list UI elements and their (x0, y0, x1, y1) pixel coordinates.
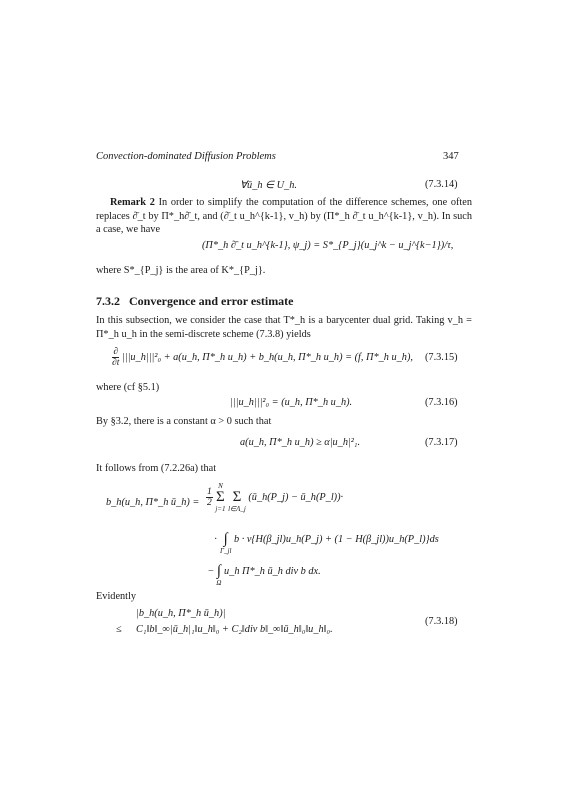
evidently-text: Evidently (96, 591, 137, 602)
sum-over-l: Σ l∈Λ_j (228, 489, 246, 513)
follows-text: It follows from (7.2.26a) that (96, 463, 217, 474)
section-number: 7.3.2 (96, 294, 120, 308)
equation-7-3-17: a(u_h, Π*_h u_h) ≥ α|u_h|²₁. (240, 437, 361, 448)
half-fraction: $\frac{1}{2}$ (207, 487, 212, 508)
bh-line2-term: b · ν{H(β_jl)u_h(P_j) + (1 − H(β_jl))u_h(P_l)}ds (233, 533, 439, 545)
bh-line1-term: (ū_h(P_j) − ū_h(P_l))· (248, 491, 344, 503)
equation-7-3-14: ∀ū_h ∈ U_h. (240, 180, 297, 191)
equation-7-3-18-line2: C₁‖b‖_∞|ū_h|₁‖u_h‖₀ + C₂‖div b‖_∞‖ū_h‖₀‖u_h‖₀. (136, 624, 333, 635)
equation-7-3-16: |||u_h|||²₀ = (u_h, Π*_h u_h). (230, 397, 353, 408)
equation-number-7-3-14: (7.3.14) (425, 179, 458, 190)
bh-equation-line2: · ∫ Γ_jl b · ν{H(β_jl)u_h(P_j) + (1 − H(β_jl))u_h(P_l)}ds (214, 524, 439, 555)
equation-7-3-15-body: |||u_h|||²₀ + a(u_h, Π*_h u_h) + b_h(u_h, Π*_h u_h) = (f, Π*_h u_h), (121, 351, 413, 363)
bh-equation-lhs: b_h(u_h, Π*_h ū_h) = (106, 497, 200, 508)
remark-label: Remark 2 (110, 197, 155, 208)
equation-number-7-3-15: (7.3.15) (425, 352, 458, 363)
bh-equation-line3: − ∫ Ω u_h Π*_h ū_h div b dx. (208, 556, 321, 587)
remark-equation: (Π*_h ∂̄_t u_h^{k-1}, ψ_j) = S*_{P_j}(u_j^k − u_j^{k−1})/τ, (202, 240, 454, 251)
equation-number-7-3-17: (7.3.17) (425, 437, 458, 448)
by-section-text: By §3.2, there is a constant α > 0 such that (96, 416, 272, 427)
bh-line3-term: u_h Π*_h ū_h div b dx. (224, 565, 321, 577)
equation-7-3-15 (112, 347, 413, 368)
leq-symbol: ≤ (116, 624, 122, 635)
intro-paragraph: In this subsection, we consider the case that T*_h is a barycenter dual grid. Taking v_h = Π*_h u_h in the semi-discrete scheme (7.3.8) yields (96, 315, 472, 340)
section-title: Convergence and error estimate (129, 294, 294, 308)
bh-equation-line1 (206, 482, 343, 513)
remark-where: where S*_{P_j} is the area of K*_{P_j}. (96, 265, 266, 276)
sum-over-j: N Σ j=1 (215, 482, 226, 513)
integral-gamma: ∫ Γ_jl (220, 531, 232, 555)
equation-number-7-3-18: (7.3.18) (425, 616, 458, 627)
page-number: 347 (443, 151, 459, 162)
partial-derivative-fraction: $\frac{\partial}{\partial t}$ (112, 347, 120, 368)
section-heading (96, 294, 294, 309)
equation-number-7-3-16: (7.3.16) (425, 397, 458, 408)
equation-7-3-18-line1: |b_h(u_h, Π*_h ū_h)| (136, 608, 226, 619)
running-title: Convection-dominated Diffusion Problems (96, 151, 276, 162)
integral-omega: ∫ Ω (216, 563, 222, 587)
where-cf-text: where (cf §5.1) (96, 382, 160, 393)
remark-paragraph (96, 196, 472, 237)
remark-text: In order to simplify the computation of the difference schemes, one often replaces ∂̄_t by Π*_h∂̄_t, and (∂̄_t u_h^{k-1}, v_h) by (Π*_h ∂̄_t u_h^{k-1}, v_h). In such a case, we have (96, 197, 472, 235)
